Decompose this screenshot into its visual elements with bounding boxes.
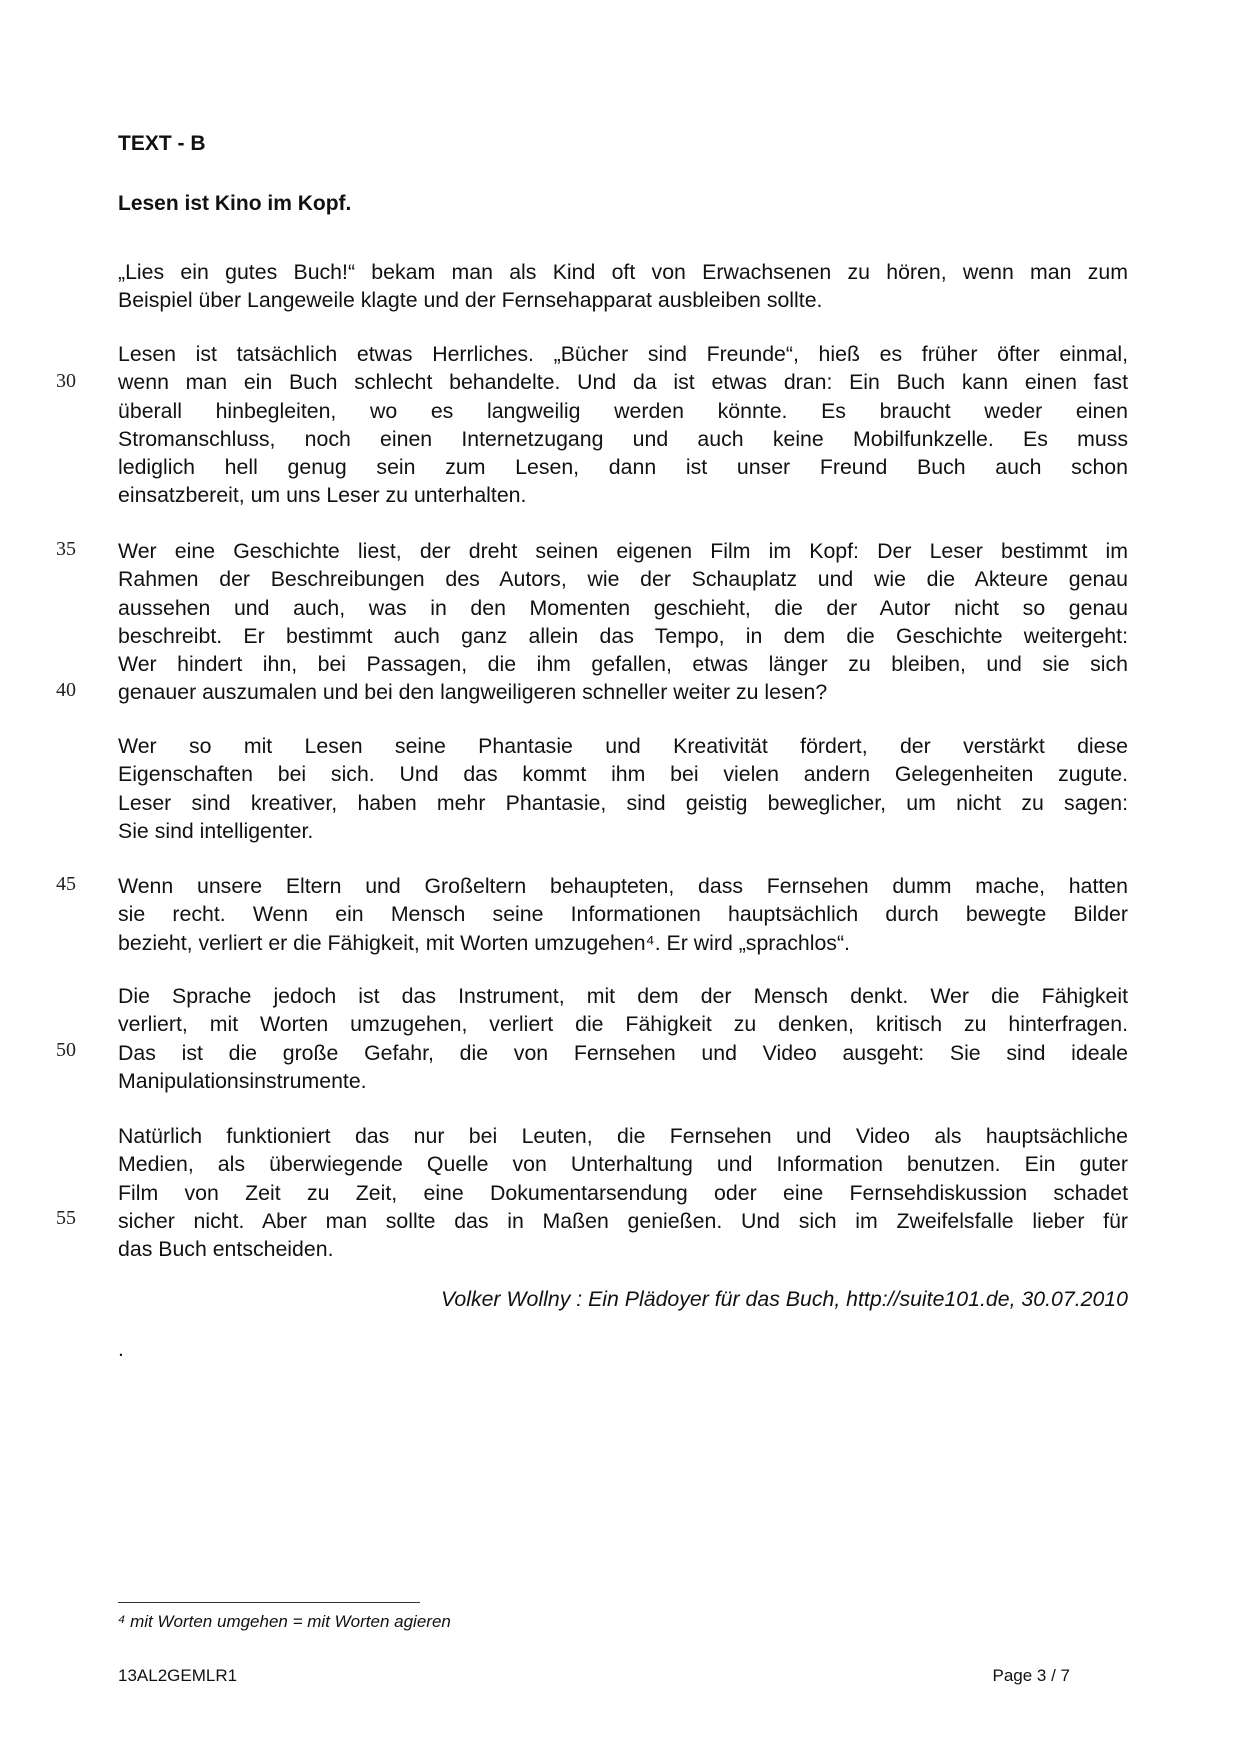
- text-line: genauer auszumalen und bei den langweiligeren schneller weiter zu lesen?: [118, 680, 828, 705]
- text-line: bezieht, verliert er die Fähigkeit, mit Worten umzugehen⁴. Er wird „sprachlos“.: [118, 930, 850, 955]
- text-line: Wenn unsere Eltern und Großeltern behaupteten, dass Fernsehen dumm mache, hatten: [118, 874, 1128, 898]
- text-line: Rahmen der Beschreibungen des Autors, wie der Schauplatz und wie die Akteure genau: [118, 567, 1128, 592]
- text-line: Leser sind kreativer, haben mehr Phantasie, sind geistig beweglicher, um nicht zu sagen:: [118, 790, 1128, 815]
- text-line: verliert, mit Worten umzugehen, verliert die Fähigkeit zu denken, kritisch zu hinterfragen.: [118, 1012, 1128, 1037]
- text-line: Sie sind intelligenter.: [118, 818, 314, 843]
- text-line: Film von Zeit zu Zeit, eine Dokumentarsendung oder eine Fernsehdiskussion schadet: [118, 1180, 1128, 1205]
- line-number: 35: [56, 538, 76, 560]
- line-number: 45: [56, 873, 76, 895]
- paragraph-6: [118, 982, 1128, 1095]
- document-code: 13AL2GEMLR1: [118, 1666, 238, 1685]
- text-line: Beispiel über Langeweile klagte und der Fernsehapparat ausbleiben sollte.: [118, 288, 823, 313]
- text-line: sicher nicht. Aber man sollte das in Maßen genießen. Und sich im Zweifelsfalle lieber für: [118, 1208, 1128, 1233]
- text-line: Medien, als überwiegende Quelle von Unterhaltung und Information benutzen. Ein guter: [118, 1152, 1128, 1177]
- paragraph-1: [118, 258, 1128, 315]
- text-line: Eigenschaften bei sich. Und das kommt ihm bei vielen andern Gelegenheiten zugute.: [118, 762, 1128, 787]
- section-heading: TEXT - B: [118, 132, 206, 155]
- page-number: Page 3 / 7: [992, 1666, 1070, 1685]
- source-citation: Volker Wollny : Ein Plädoyer für das Buch, http://suite101.de, 30.07.2010: [440, 1287, 1128, 1311]
- text-line: aussehen und auch, was in den Momenten geschieht, die der Autor nicht so genau: [118, 595, 1128, 620]
- text-line: Wer so mit Lesen seine Phantasie und Kreativität fördert, der verstärkt diese: [118, 734, 1128, 758]
- text-line: Wer hindert ihn, bei Passagen, die ihm gefallen, etwas länger zu bleiben, und sie sich: [118, 652, 1128, 677]
- text-line: beschreibt. Er bestimmt auch ganz allein das Tempo, in dem die Geschichte weitergeht:: [118, 623, 1128, 648]
- paragraph-3: [118, 537, 1128, 707]
- line-number: 55: [56, 1207, 76, 1229]
- text-line: Natürlich funktioniert das nur bei Leuten, die Fernsehen und Video als hauptsächliche: [118, 1124, 1128, 1148]
- line-number: 30: [56, 370, 76, 392]
- line-number: 50: [56, 1039, 76, 1061]
- text-line: sie recht. Wenn ein Mensch seine Informationen hauptsächlich durch bewegte Bilder: [118, 902, 1128, 927]
- text-line: Wer eine Geschichte liest, der dreht seinen eigenen Film im Kopf: Der Leser bestimmt im: [118, 539, 1128, 563]
- paragraph-2: [118, 340, 1128, 510]
- text-line: Das ist die große Gefahr, die von Fernsehen und Video ausgeht: Sie sind ideale: [118, 1040, 1128, 1065]
- text-line: einsatzbereit, um uns Leser zu unterhalten.: [118, 483, 527, 508]
- text-line: Lesen ist tatsächlich etwas Herrliches. „Bücher sind Freunde“, hieß es früher öfter einmal,: [118, 342, 1128, 366]
- text-line: Die Sprache jedoch ist das Instrument, mit dem der Mensch denkt. Wer die Fähigkeit: [118, 984, 1128, 1008]
- line-number: 40: [56, 679, 76, 701]
- footnote-divider: [118, 1602, 420, 1603]
- footnote: ⁴ mit Worten umgehen = mit Worten agieren: [118, 1612, 451, 1631]
- text-line: „Lies ein gutes Buch!“ bekam man als Kind oft von Erwachsenen zu hören, wenn man zum: [118, 260, 1128, 284]
- paragraph-7: [118, 1122, 1128, 1263]
- text-line: Stromanschluss, noch einen Internetzugang und auch keine Mobilfunkzelle. Es muss: [118, 426, 1128, 451]
- stray-dot: .: [118, 1338, 124, 1361]
- text-line: wenn man ein Buch schlecht behandelte. Und da ist etwas dran: Ein Buch kann einen fast: [118, 370, 1128, 395]
- text-line: das Buch entscheiden.: [118, 1237, 334, 1262]
- text-line: lediglich hell genug sein zum Lesen, dann ist unser Freund Buch auch schon: [118, 455, 1128, 480]
- paragraph-5: [118, 872, 1128, 957]
- text-line: Manipulationsinstrumente.: [118, 1068, 367, 1093]
- text-line: überall hinbegleiten, wo es langweilig werden könnte. Es braucht weder einen: [118, 398, 1128, 423]
- paragraph-4: [118, 732, 1128, 845]
- article-title: Lesen ist Kino im Kopf.: [118, 192, 352, 215]
